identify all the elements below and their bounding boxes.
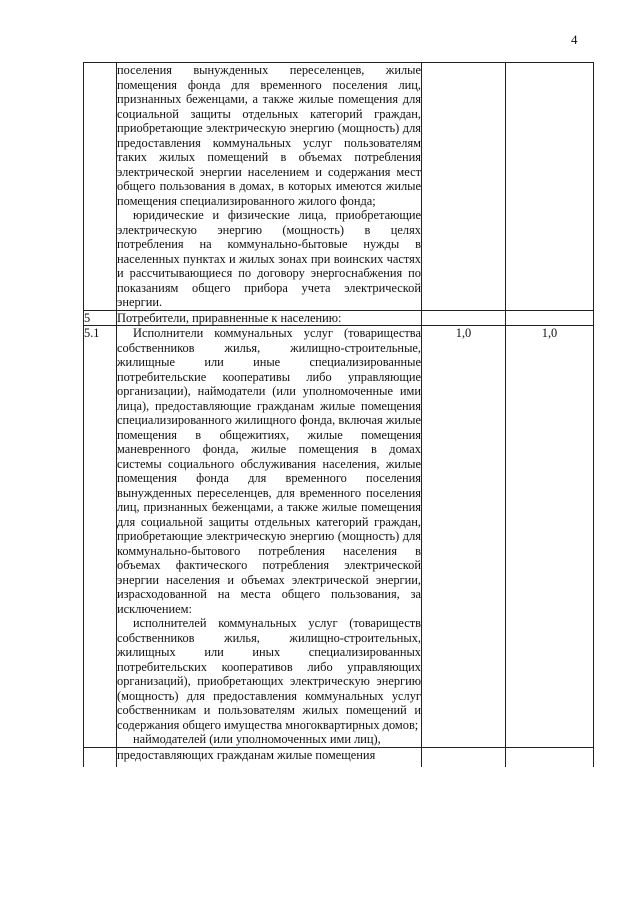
row-value-2: [506, 747, 594, 767]
table-row-section-5: [84, 310, 594, 326]
row-value-1: [422, 63, 506, 311]
paragraph: Исполнители коммунальных услуг (товарищества собственников жилья, жилищно-строительные, жилищные или иные специализированные потребительские кооперативы либо управляющие организации), наймодатели (или уполномоченные ими лица), предоставляющие гражданам жилые помещения специализированного жилищного фонда, включая жилые помещения в общежитиях, жилые помещения маневренного фонда, жилые помещения в домах системы социального обслуживания населения, жилые помещения фонда для временного поселения вынужденных переселенцев, для временного поселения лиц, признанных беженцами, а также жилые помещения для социальной защиты отдельных категорий граждан, приобретающие электрическую энергию (мощность) для коммунально-бытового потребления населения в объемах фактического потребления электрической энергии населения и объемах электрической энергии, израсходованной на места общего пользования, за исключением:: [117, 326, 421, 616]
row-text: [117, 63, 422, 311]
row-number: 5: [84, 310, 117, 326]
row-number: [84, 63, 117, 311]
row-value-2: [506, 63, 594, 311]
paragraph: наймодателей (или уполномоченных ими лиц),: [133, 732, 381, 746]
table-row-section-5-1: [84, 326, 594, 748]
tariff-table: [83, 62, 594, 767]
row-value-1: 1,0: [422, 326, 506, 748]
paragraph: юридические и физические лица, приобретающие электрическую энергию (мощность) в целях потребления на коммунально-бытовые нужды в населенных пунктах и жилых зонах при воинских частях и рассчитывающиеся по договору энергоснабжения по показаниям общего прибора учета электрической энергии.: [117, 208, 421, 309]
row-value-1: [422, 747, 506, 767]
row-value-1: [422, 310, 506, 326]
row-number: [84, 747, 117, 767]
row-text: [117, 326, 422, 748]
row-text: Потребители, приравненные к населению:: [117, 310, 422, 326]
paragraph: поселения вынужденных переселенцев, жилые помещения фонда для временного поселения лиц, признанных беженцами, а также жилые помещения для социальной защиты отдельных категорий граждан, приобретающие электрическую энергию (мощность) для предоставления коммунальных услуг пользователям таких жилых помещений в объемах потребления электрической энергии населением и содержания мест общего пользования в домах, в которых имеются жилые помещения специализированного жилого фонда;: [117, 63, 421, 208]
table-row-truncated: [84, 747, 594, 767]
paragraph: исполнителей коммунальных услуг (товариществ собственников жилья, жилищно-строительных, жилищных или иных специализированных потребительских кооперативов либо управляющих организаций), приобретающих электрическую энергию (мощность) для предоставления коммунальных услуг собственникам и пользователям жилых помещений и содержания общего имущества многоквартирных домов;: [117, 616, 421, 732]
paragraph: предоставляющих гражданам жилые помещения: [117, 747, 376, 762]
row-number: 5.1: [84, 326, 117, 748]
row-text: [117, 747, 422, 767]
table-row-continuation: [84, 63, 594, 311]
row-value-2: 1,0: [506, 326, 594, 748]
page-number: 4: [571, 32, 578, 47]
row-value-2: [506, 310, 594, 326]
